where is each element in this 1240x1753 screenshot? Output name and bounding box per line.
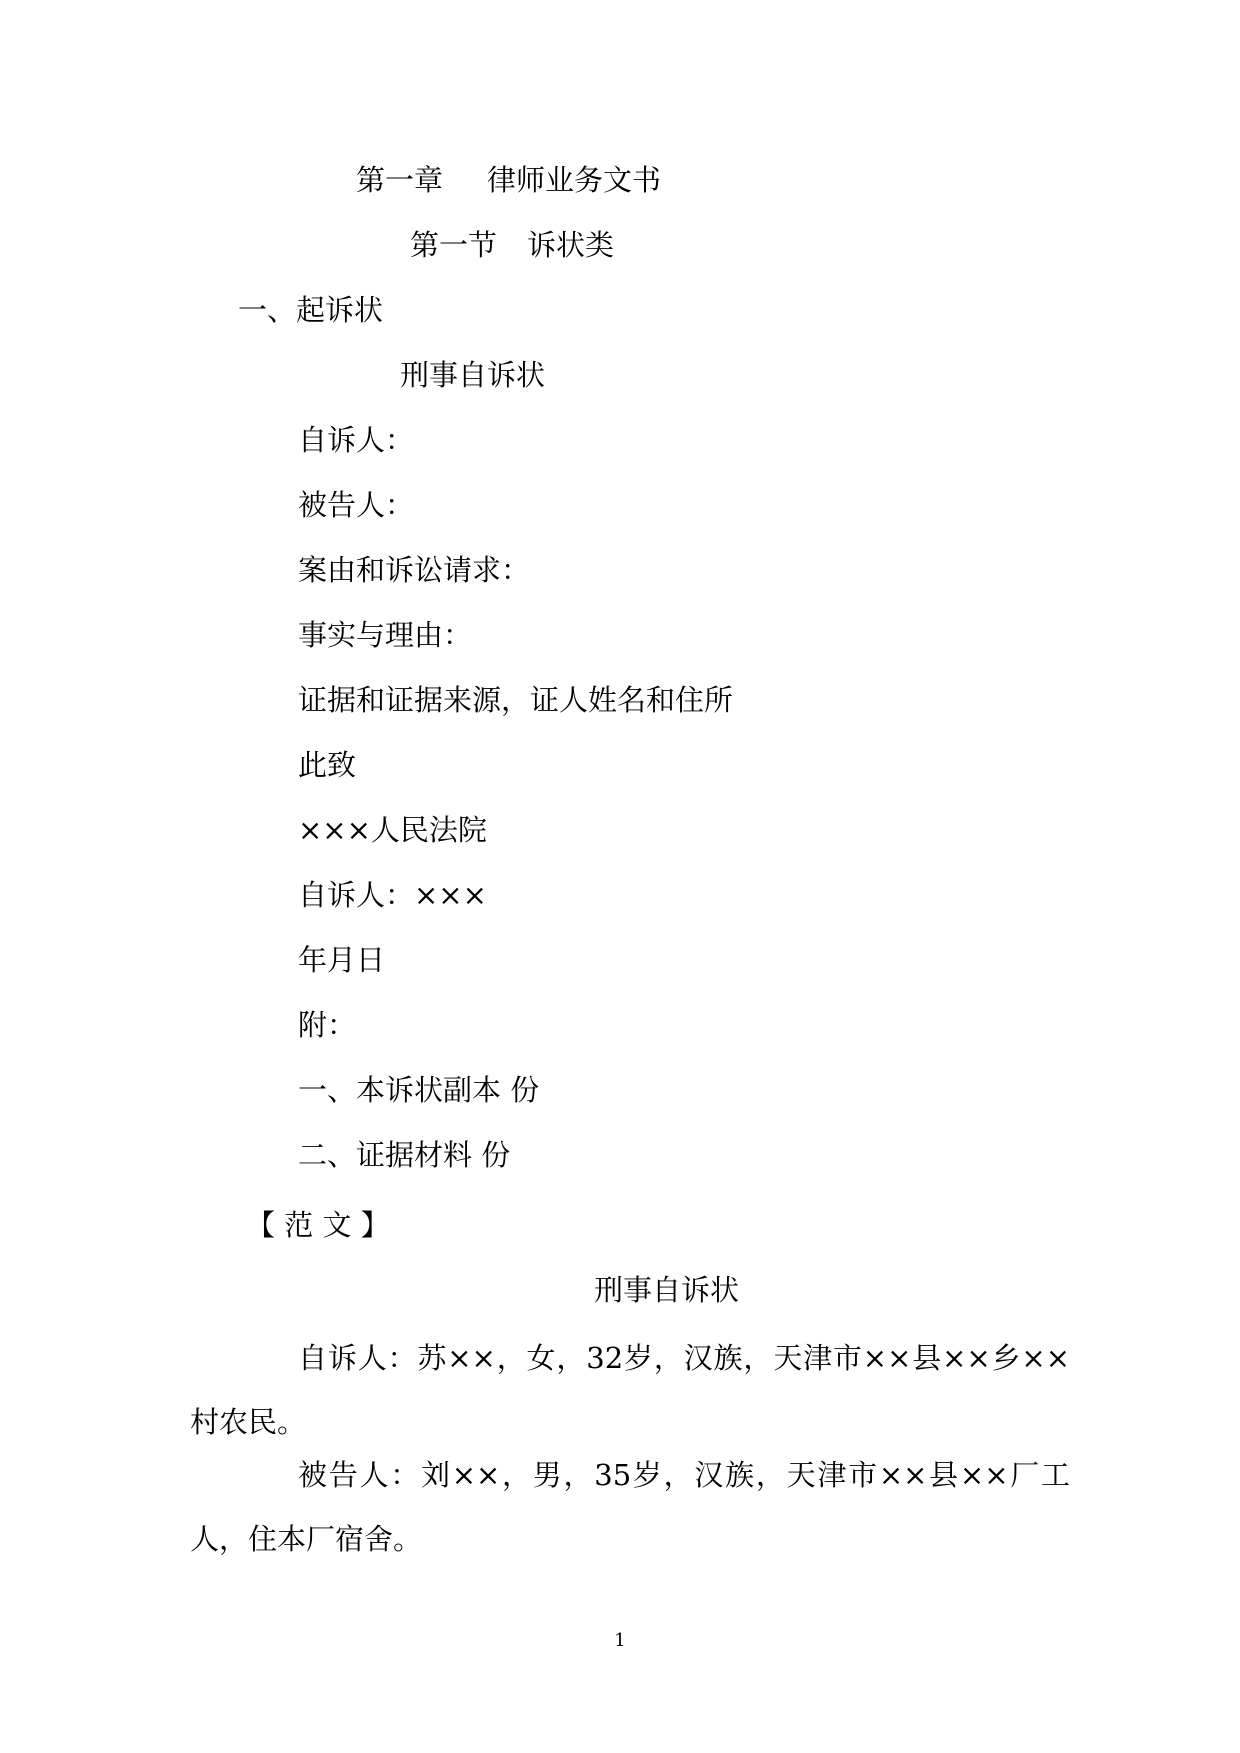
subheading: 一、起诉状 [238,293,384,327]
section-heading [410,227,614,263]
template-line: 被告人： [298,488,415,522]
example-paragraph: 自诉人：苏××，女，32岁，汉族，天津市××县××乡××村农民。 [190,1341,1070,1439]
chapter-title: 律师业务文书 [487,163,662,197]
template-line: 自诉人： [298,423,415,457]
template-line: 此致 [298,748,357,782]
template-line: ×××人民法院 [298,813,487,847]
chapter-number: 第一章 [356,163,444,197]
section-title: 诉状类 [527,228,615,262]
example-paragraph: 被告人：刘××，男，35岁，汉族，天津市××县××厂工人，住本厂宿舍。 [190,1458,1070,1556]
template-line: 附： [298,1008,357,1042]
template-line: 一、本诉状副本 份 [298,1073,540,1107]
section-number: 第一节 [410,228,498,262]
template-line: 年月日 [298,943,386,977]
example-title: 刑事自诉状 [594,1273,740,1307]
template-line: 自诉人：××× [298,878,487,912]
example-label: 【 范 文 】 [246,1208,390,1242]
template-line: 证据和证据来源，证人姓名和住所 [298,683,734,717]
template-title: 刑事自诉状 [400,358,546,392]
template-line: 案由和诉讼请求： [298,553,531,587]
template-line: 二、证据材料 份 [298,1138,511,1172]
template-line: 事实与理由： [298,618,473,652]
chapter-heading [356,162,661,198]
page-number: 1 [614,1630,626,1651]
